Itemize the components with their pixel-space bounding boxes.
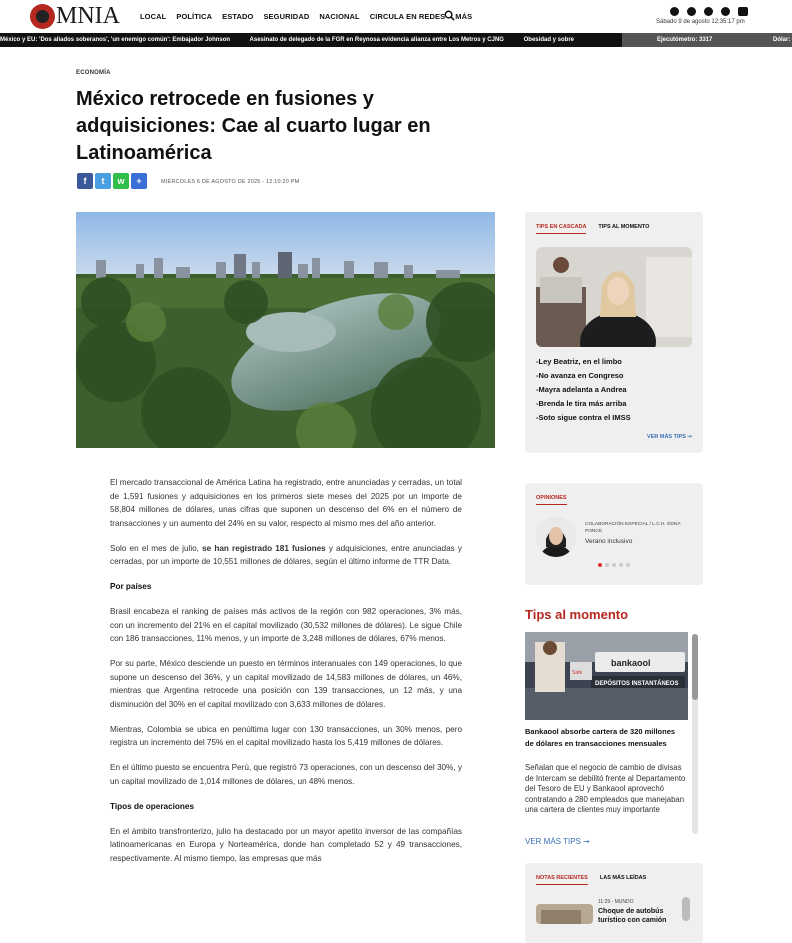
nav-item-estado[interactable]: ESTADO [222,12,254,21]
park-aerial-image [76,212,495,448]
tips-scroll-thumb[interactable] [692,634,698,700]
tip-item[interactable]: -No avanza en Congreso [536,371,624,380]
carousel-dots [598,563,630,567]
instagram-icon[interactable] [721,7,730,16]
article-subheading: Tipos de operaciones [110,801,195,811]
facebook-icon[interactable] [687,7,696,16]
tip-item[interactable]: -Soto sigue contra el IMSS [536,413,631,422]
tab-tips-en-cascada[interactable]: TIPS EN CASCADA [536,224,586,234]
nav-item-politica[interactable]: POLÍTICA [176,12,213,21]
nav-item-seguridad[interactable]: SEGURIDAD [263,12,310,21]
ticker-item[interactable]: México y EU: 'Dos aliados soberanos', 'un enemigo común': Embajador Johnson [0,37,231,43]
article-section[interactable]: ECONOMÍA [76,70,111,76]
logo-mark-icon [30,4,55,29]
ver-mas-tips-link[interactable]: VER MÁS TIPS ➞ [647,434,692,440]
nav-item-mas[interactable]: MÁS [455,12,473,21]
carousel-dot[interactable] [626,563,630,567]
tab-las-mas-leidas[interactable]: LAS MÁS LEÍDAS [599,875,647,881]
opinion-title[interactable]: Verano inclusivo [585,538,633,545]
opinion-card [525,483,703,585]
nav-item-local[interactable]: LOCAL [140,12,167,21]
carousel-dot[interactable] [598,563,602,567]
carousel-dot[interactable] [612,563,616,567]
tips-list [536,355,631,425]
article-paragraph: Por su parte, México desciende un puesto en términos interanuales con 149 operaciones, lo que supone un descenso del 36%, y un capital movilizado de 14,583 millones de dólares, un 46%, mientras que Argentina retrocede una posición con 139 transacciones, un 12 más, y una disminución del 30% en el capital movilizado con 3,633 millones de dólares. [110,659,462,709]
header-date: Sábado 9 de agosto 12:35:17 pm [656,19,745,25]
carousel-dot[interactable] [605,563,609,567]
tiktok-icon[interactable] [670,7,679,16]
text-fragment: y adquisiciones, entre anunciadas y cerradas, por un importe de 10,551 millones de dólares, según el último informe de TTR Data. [110,543,462,566]
bankaool-sign: bankaool [611,658,651,668]
nav-item-nacional[interactable]: NACIONAL [319,12,360,21]
news-thumbnail[interactable] [536,904,593,924]
news-tabs [536,875,646,885]
ejecutometro: Ejecutómetro: 3317 [657,37,713,43]
tab-opiniones[interactable]: OPINIONES [536,495,567,505]
tab-notas-recientes[interactable]: NOTAS RECIENTES [536,875,588,885]
carousel-dot[interactable] [619,563,623,567]
safe-label: Safe [572,670,583,676]
article-body [110,476,462,877]
tab-tips-al-momento[interactable]: TIPS AL MOMENTO [598,224,650,230]
dolar-rate: Dólar: [773,37,791,43]
article-paragraph: El mercado transaccional de América Latina ha registrado, entre anunciadas y cerradas, un total de 1,591 fusiones y adquisiciones en los primeros siete meses del 2025 por un importe de 58,804 millones de dólares, unas cifras que suponen un descenso del 6% en el número de transacciones y un aumento del 24% en su valor, respecto al mismo mes del año anterior. [110,478,462,528]
news-time: 11:29 - MUNDO [598,899,634,905]
twitter-icon[interactable] [704,7,713,16]
logo-text: MNIA [56,3,120,29]
opinion-author[interactable]: COLABORACIÓN ESPECIAL / L.C.H. EDNA PONCE [585,522,681,534]
youtube-icon[interactable] [738,7,748,16]
author-photo [536,517,576,557]
social-links [670,7,748,16]
bankaool-photo [525,632,688,720]
tips-card [525,212,703,453]
site-logo[interactable] [30,3,120,30]
opinion-tabs [536,495,567,505]
whatsapp-share-icon[interactable]: w [113,173,129,189]
tips-image[interactable] [536,247,692,347]
tips-tabs [536,224,649,234]
tips-al-momento-title: Tips al momento [525,607,629,622]
article-paragraph: Brasil encabeza el ranking de países más activos de la región con 982 operaciones, 3% más, con un incremento del 21% en el capital movilizado (30,532 millones de dólares). Le sigue Chile con 186 transacciones, 11% menos, y un importe de 3,248 millones de dólares, 67% menos. [110,607,462,643]
tip-item[interactable]: -Mayra adelanta a Andrea [536,385,627,394]
highlight-text: se han registrado 181 fusiones [202,543,326,553]
article-subheading: Por países [110,582,152,591]
bus-crash-photo [536,904,593,924]
article-paragraph: Mientras, Colombia se ubica en penúltima lugar con 130 transacciones, un 30% menos, pero registra un incremento del 75% en el capital movilizado hasta los 5,419 millones de dólares. [110,724,462,747]
share-bar [77,173,147,189]
facebook-share-icon[interactable]: f [77,173,93,189]
ver-mas-tips-link[interactable]: VER MÁS TIPS ➞ [525,837,590,846]
article-paragraph: En el ámbito transfronterizo, julio ha destacado por un mayor apetito inversor de las compañías latinoamericanas en Europa y Norteamérica, donde han completado 52 y 49 transacciones, respectivamente. Al mismo tiempo, las empresas que más [110,826,462,863]
plus-share-icon[interactable]: + [131,173,147,189]
ticker-item[interactable]: Asesinato de delegado de la FGR en Reynosa evidencia alianza entre Los Metros y CJNG [249,37,504,43]
nav-item-circula-en-redes[interactable]: CIRCULA EN REDES [369,12,446,21]
text-fragment: Solo en el mes de julio, [110,543,203,553]
tip-item[interactable]: -Ley Beatriz, en el limbo [536,357,622,366]
ticker-item[interactable]: Obesidad y sobre [523,37,574,43]
tip-item[interactable]: -Brenda le tira más arriba [536,399,627,408]
article-paragraph [110,542,462,569]
twitter-share-icon[interactable]: t [95,173,111,189]
news-scroll-thumb[interactable] [682,897,690,921]
site-header [0,0,792,33]
article-title: México retrocede en fusiones y adquisiciones: Cae al cuarto lugar en Latinoamérica [76,88,431,164]
tips-momento-image[interactable] [525,632,688,720]
tips-momento-text: Señalan que el negocio de cambio de divisas de Intercam se debilitó frente al Departamento del Tesoro de EU y Bankaool aprovechó contratando a 280 empleados que manejaban una cartera de clientes muy importante [525,763,686,815]
search-icon[interactable] [444,10,455,21]
article-paragraph: En el último puesto se encuentra Perú, que registró 73 operaciones, con un descenso del 30%, y un capital movilizado de 1,014 millones de dólares, un 48% menos. [110,763,462,786]
news-title[interactable]: Choque de autobús turístico con camión [598,908,667,924]
news-ticker [0,33,622,47]
article-date: MIÉRCOLES 6 DE AGOSTO DE 2025 - 12:10:20 PM [161,179,300,185]
legislator-photo [536,247,692,347]
author-avatar[interactable] [536,517,576,557]
article-hero-image [76,212,495,448]
deposits-banner: DEPÓSITOS INSTANTÁNEOS [595,681,679,687]
tips-momento-headline[interactable]: Bankaool absorbe cartera de 320 millones de dólares en transacciones mensuales [525,727,676,748]
main-nav [140,12,472,21]
recent-news-card [525,863,703,943]
ticker-indicators [622,33,792,47]
